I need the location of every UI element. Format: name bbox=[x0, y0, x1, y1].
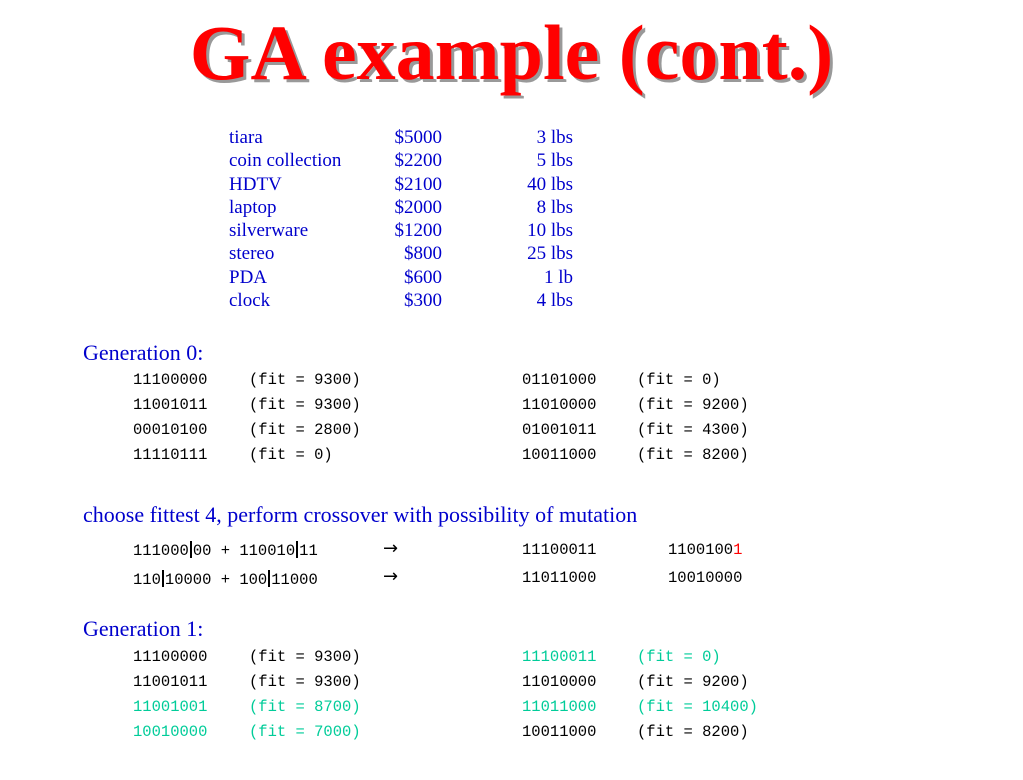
slide-title: GA example (cont.) bbox=[189, 9, 834, 96]
child-1: 11011000 bbox=[522, 569, 597, 587]
crossover-parents bbox=[133, 541, 318, 560]
gen0-left-fit: (fit = 9300) bbox=[249, 371, 361, 389]
crossover-point-marker bbox=[296, 541, 298, 558]
generation-1-heading: Generation 1: bbox=[83, 616, 204, 641]
item-name: HDTV bbox=[229, 173, 282, 195]
gen1-left-bits: 10010000 bbox=[133, 723, 208, 741]
parent-b-tail: 11000 bbox=[271, 571, 318, 589]
gen1-right-bits: 10011000 bbox=[522, 723, 597, 741]
parent-b-head: 110010 bbox=[239, 542, 296, 560]
item-name: silverware bbox=[229, 220, 309, 242]
item-price: $2000 bbox=[394, 196, 442, 218]
child-2-bits: 10010000 bbox=[668, 569, 743, 587]
gen0-left-fit: (fit = 0) bbox=[249, 446, 333, 464]
mutated-bit: 1 bbox=[733, 541, 743, 559]
gen1-left-bits: 11001001 bbox=[133, 698, 208, 716]
gen1-left-fit: (fit = 9300) bbox=[249, 648, 361, 666]
gen0-right-fit: (fit = 4300) bbox=[637, 421, 749, 439]
gen1-left-bits: 11100000 bbox=[133, 648, 208, 666]
item-price: $300 bbox=[404, 290, 442, 312]
item-price: $600 bbox=[404, 266, 442, 288]
item-price: $5000 bbox=[394, 127, 442, 148]
item-name: laptop bbox=[229, 196, 277, 218]
parent-a-tail: 00 bbox=[192, 542, 212, 560]
item-price: $1200 bbox=[394, 220, 442, 242]
item-weight: 8 lbs bbox=[536, 196, 573, 218]
child-2 bbox=[668, 543, 742, 559]
right-arrow-icon: → bbox=[383, 566, 399, 587]
crossover-point-marker bbox=[162, 570, 164, 587]
crossover-parents bbox=[133, 570, 318, 589]
gen0-left-bits: 00010100 bbox=[133, 421, 208, 439]
gen1-right-fit: (fit = 9200) bbox=[637, 673, 749, 691]
gen1-right-fit: (fit = 8200) bbox=[637, 723, 749, 741]
gen1-right-bits: 11100011 bbox=[522, 648, 597, 666]
gen1-left-fit: (fit = 7000) bbox=[249, 723, 361, 741]
gen0-left-fit: (fit = 2800) bbox=[249, 421, 361, 439]
plus-sign: + bbox=[211, 542, 240, 560]
crossover-point-marker bbox=[268, 570, 270, 587]
item-weight: 5 lbs bbox=[536, 150, 573, 172]
gen0-left-fit: (fit = 9300) bbox=[249, 396, 361, 414]
item-name: clock bbox=[229, 290, 271, 312]
gen1-right-bits: 11011000 bbox=[522, 698, 597, 716]
gen0-right-fit: (fit = 0) bbox=[637, 371, 721, 389]
gen1-left-fit: (fit = 8700) bbox=[249, 698, 361, 716]
child-2 bbox=[668, 571, 742, 587]
gen1-right-bits: 11010000 bbox=[522, 673, 597, 691]
gen0-right-fit: (fit = 9200) bbox=[637, 396, 749, 414]
gen0-right-bits: 01101000 bbox=[522, 371, 597, 389]
crossover-heading: choose fittest 4, perform crossover with possibility of mutation bbox=[83, 502, 638, 527]
child-1: 11100011 bbox=[522, 541, 597, 559]
item-price: $2100 bbox=[394, 173, 442, 195]
right-arrow-icon: → bbox=[383, 538, 399, 559]
parent-a-head: 110 bbox=[133, 571, 161, 589]
item-weight: 4 lbs bbox=[536, 290, 573, 312]
crossover-point-marker bbox=[190, 541, 192, 558]
item-weight: 40 lbs bbox=[527, 173, 573, 195]
gen0-right-fit: (fit = 8200) bbox=[637, 446, 749, 464]
child-2-bits: 1100100 bbox=[668, 541, 734, 559]
item-weight: 25 lbs bbox=[527, 243, 573, 265]
item-price: $2200 bbox=[394, 150, 442, 172]
parent-b-tail: 11 bbox=[299, 542, 318, 560]
item-price: $800 bbox=[404, 243, 442, 265]
item-weight: 3 lbs bbox=[536, 127, 573, 148]
parent-a-tail: 10000 bbox=[164, 571, 212, 589]
plus-sign: + bbox=[211, 571, 240, 589]
item-name: PDA bbox=[229, 266, 268, 288]
gen0-right-bits: 11010000 bbox=[522, 396, 597, 414]
item-name: tiara bbox=[229, 127, 263, 148]
item-name: stereo bbox=[229, 243, 275, 265]
gen1-left-fit: (fit = 9300) bbox=[249, 673, 361, 691]
item-name: coin collection bbox=[229, 150, 342, 172]
item-weight: 10 lbs bbox=[527, 220, 573, 242]
item-weight: 1 lb bbox=[543, 266, 573, 288]
gen0-left-bits: 11100000 bbox=[133, 371, 208, 389]
gen0-left-bits: 11110111 bbox=[133, 446, 208, 464]
parent-b-head: 100 bbox=[239, 571, 268, 589]
gen1-right-fit: (fit = 10400) bbox=[637, 698, 758, 716]
gen1-left-bits: 11001011 bbox=[133, 673, 208, 691]
gen0-right-bits: 01001011 bbox=[522, 421, 597, 439]
parent-a-head: 111000 bbox=[133, 542, 189, 560]
gen0-right-bits: 10011000 bbox=[522, 446, 597, 464]
gen0-left-bits: 11001011 bbox=[133, 396, 208, 414]
gen1-right-fit: (fit = 0) bbox=[637, 648, 721, 666]
generation-0-heading: Generation 0: bbox=[83, 340, 204, 365]
